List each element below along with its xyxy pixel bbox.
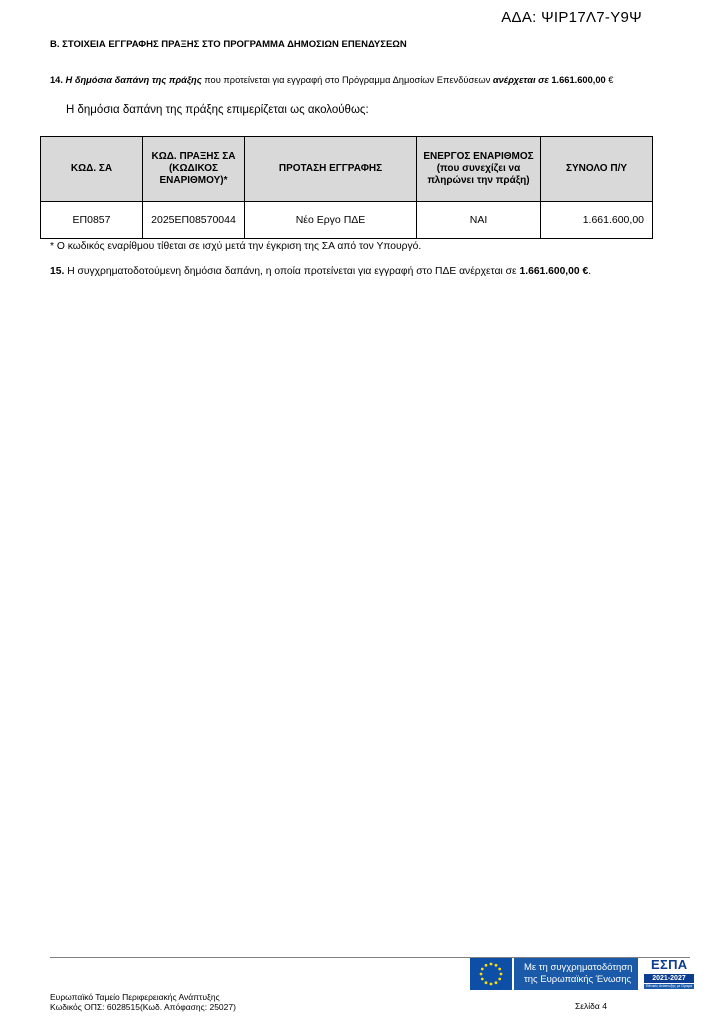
item-15-amount: 1.661.600,00 € — [519, 266, 589, 277]
table-header-row — [41, 137, 653, 202]
ada-code: ΑΔΑ: ΨΙΡ17Λ7-Υ9Ψ — [501, 9, 642, 26]
eu-cofunding-text — [512, 958, 638, 990]
item-14-currency: € — [608, 75, 614, 85]
item-15-end: . — [588, 266, 592, 277]
item-15-number: 15. — [50, 266, 65, 277]
footer-fund-info — [50, 992, 236, 1012]
cell-project-code: 2025ΕΠ08570044 — [143, 202, 245, 239]
table-row — [41, 202, 653, 239]
allocation-intro: Η δημόσια δαπάνη της πράξης επιμερίζεται ως ακολούθως: — [66, 104, 369, 116]
item-14-number: 14. — [50, 75, 63, 85]
header-registration-proposal: ΠΡΟΤΑΣΗ ΕΓΓΡΑΦΗΣ — [245, 137, 417, 202]
eu-line-1: Με τη συγχρηματοδότηση — [524, 962, 633, 973]
eu-cofunding-banner — [470, 958, 638, 990]
page-number: Σελίδα 4 — [575, 1001, 607, 1011]
item-14-paragraph — [50, 75, 613, 85]
eu-flag-icon — [470, 958, 512, 990]
header-sa-code: ΚΩΔ. ΣΑ — [41, 137, 143, 202]
footer-ops-code: Κωδικός ΟΠΣ: 6028515(Κωδ. Απόφασης: 25027) — [50, 1002, 236, 1012]
allocation-table — [40, 136, 653, 239]
cell-active-enarithmos: ΝΑΙ — [417, 202, 541, 239]
espa-wordmark: ΕΣΠΑ — [651, 957, 688, 972]
eu-line-2: της Ευρωπαϊκής Ένωσης — [524, 974, 632, 985]
header-project-code: ΚΩΔ. ΠΡΑΞΗΣ ΣΑ (ΚΩΔΙΚΟΣ ΕΝΑΡΙΘΜΟΥ)* — [143, 137, 245, 202]
cell-registration-proposal: Νέο Εργο ΠΔΕ — [245, 202, 417, 239]
item-14-amount-label: ανέρχεται σε — [492, 75, 549, 85]
section-title: Β. ΣΤΟΙΧΕΙΑ ΕΓΓΡΑΦΗΣ ΠΡΑΞΗΣ ΣΤΟ ΠΡΟΓΡΑΜΜΑ ΔΗΜΟΣΙΩΝ ΕΠΕΝΔΥΣΕΩΝ — [50, 39, 407, 50]
espa-years: 2021-2027 — [644, 974, 694, 983]
cell-budget-total: 1.661.600,00 — [541, 202, 653, 239]
espa-logo — [642, 957, 696, 991]
item-15-paragraph — [50, 266, 591, 277]
header-active-enarithmos: ΕΝΕΡΓΟΣ ΕΝΑΡΙΘΜΟΣ (που συνεχίζει να πληρώνει την πράξη) — [417, 137, 541, 202]
cell-sa-code: ΕΠ0857 — [41, 202, 143, 239]
item-14-middle: που προτείνεται για εγγραφή στο Πρόγραμμα Δημοσίων Επενδύσεων — [204, 75, 491, 85]
footer-fund: Ευρωπαϊκό Ταμείο Περιφερειακής Ανάπτυξης — [50, 992, 220, 1002]
item-14-amount: 1.661.600,00 — [551, 75, 606, 85]
item-15-text: Η συγχρηματοδοτούμενη δημόσια δαπάνη, η οποία προτείνεται για εγγραφή στο ΠΔΕ ανέρχεται σε — [67, 266, 517, 277]
espa-tagline: Εθνικός Ανάπτυξης με Όραμα — [645, 984, 693, 988]
footnote: * Ο κωδικός εναρίθμου τίθεται σε ισχύ μετά την έγκριση της ΣΑ από τον Υπουργό. — [50, 241, 422, 252]
item-14-lead: Η δημόσια δαπάνη της πράξης — [65, 75, 202, 85]
header-budget-total: ΣΥΝΟΛΟ Π/Υ — [541, 137, 653, 202]
